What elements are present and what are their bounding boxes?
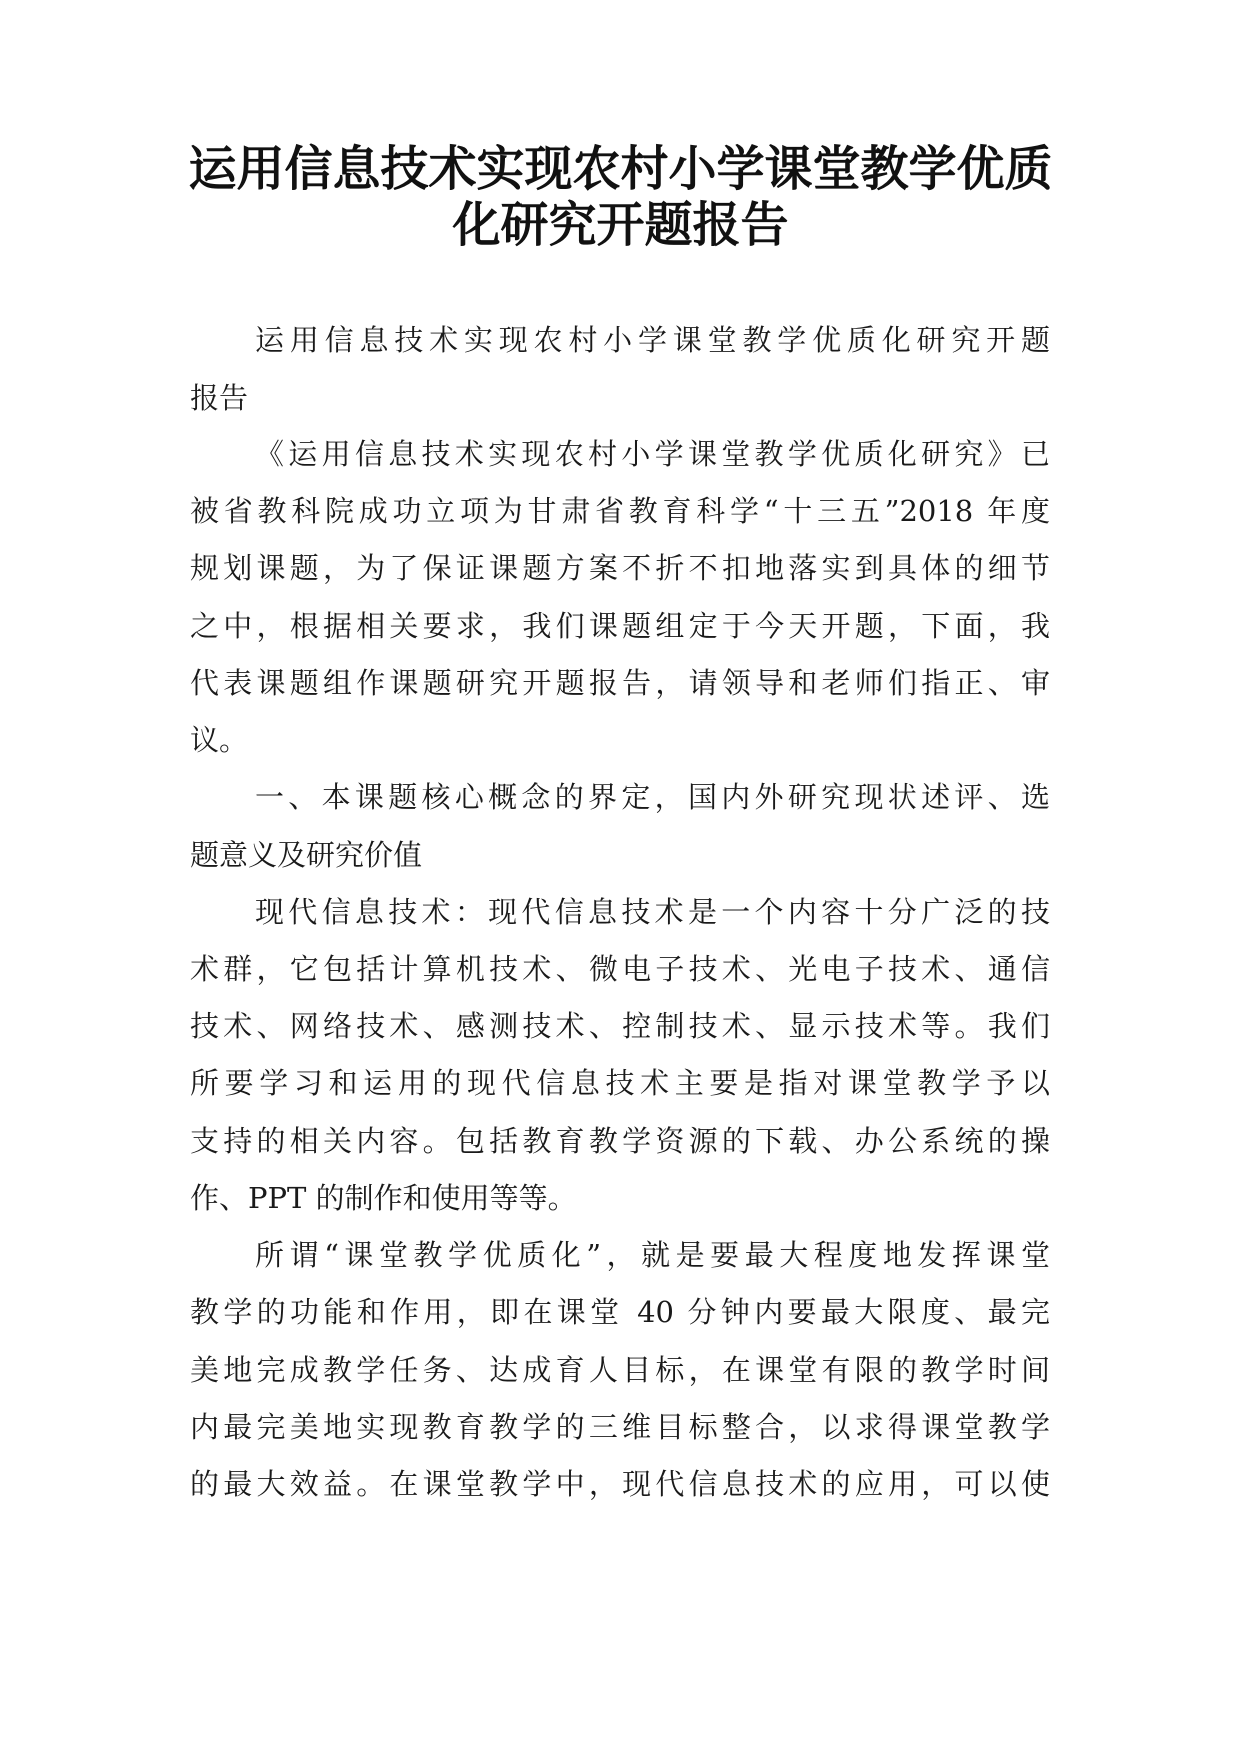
paragraph-line: 术群，它包括计算机技术、微电子技术、光电子技术、通信 bbox=[190, 952, 1050, 986]
document-title-line-1: 运用信息技术实现农村小学课堂教学优质 bbox=[188, 141, 1053, 197]
paragraph-line: 报告 bbox=[190, 381, 249, 415]
paragraph-line: 被省教科院成功立项为甘肃省教育科学“十三五”2018 年度 bbox=[190, 494, 1050, 528]
paragraph-line: 代表课题组作课题研究开题报告，请领导和老师们指正、审 bbox=[190, 666, 1050, 700]
section-heading-line: 题意义及研究价值 bbox=[190, 838, 423, 872]
paragraph-line: 所谓“课堂教学优质化”，就是要最大程度地发挥课堂 bbox=[255, 1238, 1050, 1272]
paragraph-line: 内最完美地实现教育教学的三维目标整合，以求得课堂教学 bbox=[190, 1410, 1050, 1444]
paragraph-line: 现代信息技术：现代信息技术是一个内容十分广泛的技 bbox=[255, 895, 1050, 929]
paragraph-line: 运用信息技术实现农村小学课堂教学优质化研究开题 bbox=[255, 323, 1050, 357]
paragraph-line: 的最大效益。在课堂教学中，现代信息技术的应用，可以使 bbox=[190, 1467, 1050, 1501]
paragraph-line: 规划课题，为了保证课题方案不折不扣地落实到具体的细节 bbox=[190, 551, 1050, 585]
section-heading-line: 一、本课题核心概念的界定，国内外研究现状述评、选 bbox=[255, 780, 1050, 814]
paragraph-line: 作、PPT 的制作和使用等等。 bbox=[190, 1181, 577, 1215]
paragraph-line: 支持的相关内容。包括教育教学资源的下载、办公系统的操 bbox=[190, 1124, 1050, 1158]
paragraph-line: 技术、网络技术、感测技术、控制技术、显示技术等。我们 bbox=[190, 1009, 1050, 1043]
paragraph-line: 议。 bbox=[190, 723, 249, 757]
paragraph-line: 《运用信息技术实现农村小学课堂教学优质化研究》已 bbox=[255, 437, 1050, 471]
document-title-line-2: 化研究开题报告 bbox=[452, 197, 789, 253]
paragraph-line: 之中，根据相关要求，我们课题组定于今天开题，下面，我 bbox=[190, 609, 1050, 643]
paragraph-line: 教学的功能和作用，即在课堂 40 分钟内要最大限度、最完 bbox=[190, 1295, 1050, 1329]
paragraph-line: 美地完成教学任务、达成育人目标，在课堂有限的教学时间 bbox=[190, 1353, 1050, 1387]
paragraph-line: 所要学习和运用的现代信息技术主要是指对课堂教学予以 bbox=[190, 1066, 1050, 1100]
